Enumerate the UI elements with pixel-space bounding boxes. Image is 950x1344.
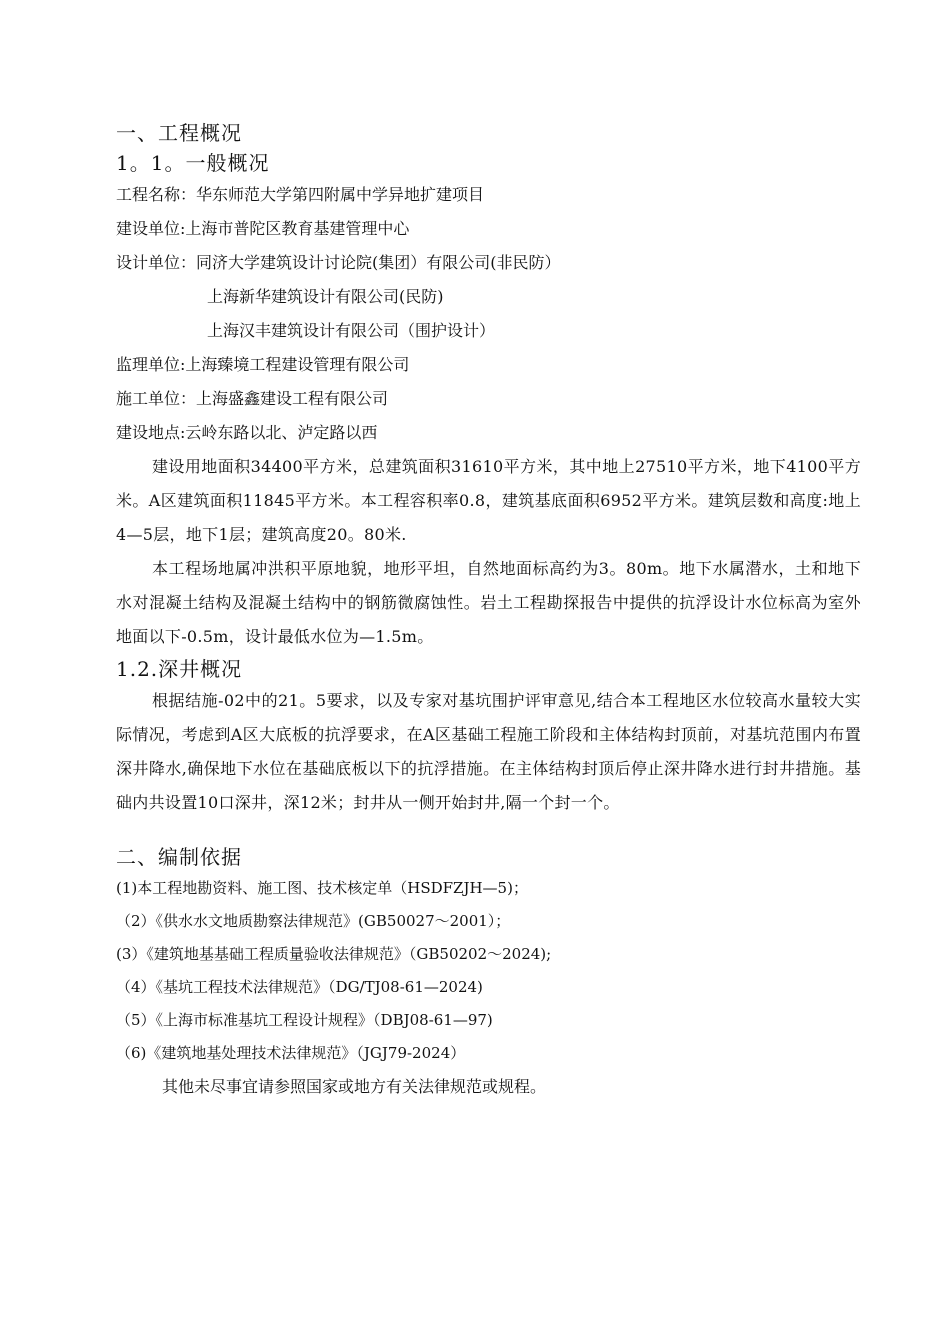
reference-item: (1)本工程地勘资料、施工图、技术核定单（HSDFZJH—5)； [116, 879, 528, 897]
designer-line-1: 设计单位：同济大学建筑设计讨论院(集团）有限公司(非民防） [116, 253, 561, 272]
subsection-1-1-title: 1。1。一般概况 [116, 151, 270, 175]
area-paragraph: 建设用地面积34400平方米，总建筑面积31610平方米，其中地上27510平方米，地下4100平方米。A区建筑面积11845平方米。本工程容积率0.8，建筑基底面积6952平方米。建筑层数和高度:地上4—5层，地下1层；建筑高度20。80米. [116, 457, 861, 544]
closing-note: 其他未尽事宜请参照国家或地方有关法律规范或规程。 [162, 1077, 547, 1096]
reference-item: （2）《供水水文地质勘察法律规范》(GB50027～2001）； [116, 912, 511, 930]
subsection-1-2-title: 1.2.深井概况 [116, 657, 243, 681]
reference-item: （5）《上海市标准基坑工程设计规程》（DBJ08-61—97) [116, 1011, 493, 1029]
owner-line: 建设单位:上海市普陀区教育基建管理中心 [116, 219, 410, 238]
section-2-title: 二、编制依据 [116, 845, 242, 869]
reference-item: （6)《建筑地基处理技术法律规范》（JGJ79-2024） [116, 1044, 466, 1062]
project-name-line: 工程名称：华东师范大学第四附属中学异地扩建项目 [116, 185, 485, 204]
designer-line-2: 上海新华建筑设计有限公司(民防) [207, 287, 444, 306]
section-1-title: 一、工程概况 [116, 121, 242, 145]
document-body [116, 118, 861, 1104]
reference-item: (3）《建筑地基基础工程质量验收法律规范》（GB50202～2024); [116, 945, 552, 963]
deep-well-paragraph: 根据结施-02中的21。5要求，以及专家对基坑围护评审意见,结合本工程地区水位较高水量较大实际情况，考虑到A区大底板的抗浮要求，在A区基础工程施工阶段和主体结构封顶前，对基坑范围内布置深井降水,确保地下水位在基础底板以下的抗浮措施。在主体结构封顶后停止深井降水进行封井措施。基础内共设置10口深井，深12米；封井从一侧开始封井,隔一个封一个。 [116, 691, 861, 812]
reference-item: （4）《基坑工程技术法律规范》（DG/TJ08-61—2024) [116, 978, 483, 996]
designer-line-3: 上海汉丰建筑设计有限公司（围护设计） [207, 321, 496, 340]
supervisor-line: 监理单位:上海臻境工程建设管理有限公司 [116, 355, 410, 374]
section-spacer [116, 820, 861, 842]
site-paragraph: 本工程场地属冲洪积平原地貌，地形平坦，自然地面标高约为3。80m。地下水属潜水，土和地下水对混凝土结构及混凝土结构中的钢筋微腐蚀性。岩土工程勘探报告中提供的抗浮设计水位标高为室外地面以下-0.5m，设计最低水位为—1.5m。 [116, 559, 861, 646]
contractor-line: 施工单位：上海盛鑫建设工程有限公司 [116, 389, 389, 408]
location-line: 建设地点:云岭东路以北、泸定路以西 [116, 423, 378, 442]
